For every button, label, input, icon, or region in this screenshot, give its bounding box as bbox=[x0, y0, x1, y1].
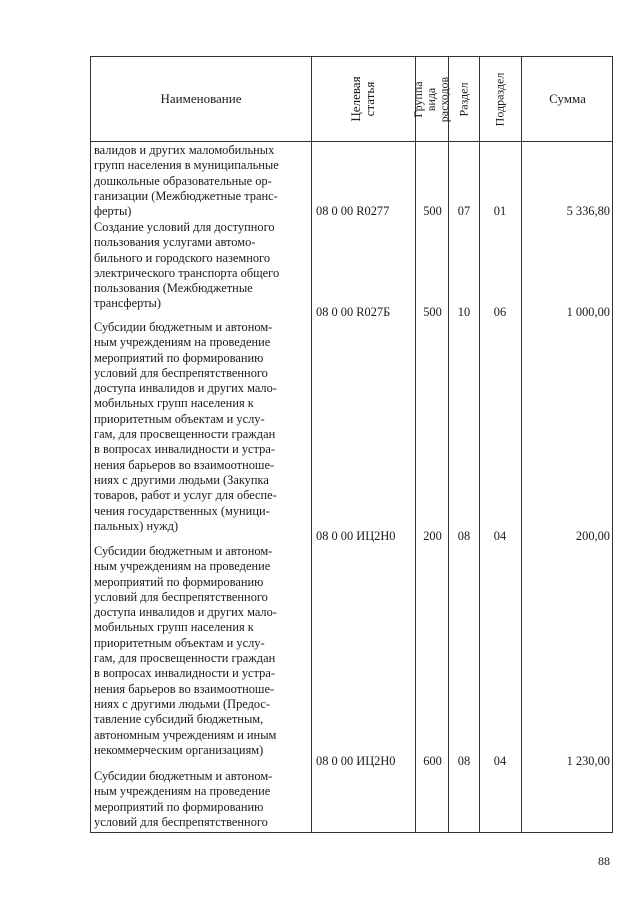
row-group: 500 bbox=[423, 305, 442, 319]
col-divider bbox=[415, 57, 416, 832]
row-sum: 1 000,00 bbox=[566, 305, 610, 319]
row-subsection: 01 bbox=[493, 204, 507, 218]
row-sum: 1 230,00 bbox=[566, 754, 610, 768]
row-subsection: 04 bbox=[493, 529, 507, 543]
row-target: 08 0 00 ИЦ2Н0 bbox=[316, 754, 396, 768]
row-group: 200 bbox=[423, 529, 442, 543]
row-target: 08 0 00 R027Б bbox=[316, 305, 391, 319]
header-section-label: Раздел bbox=[456, 82, 471, 116]
col-divider bbox=[311, 57, 312, 832]
row-name: валидов и других маломобильных групп населения в муниципальные дошкольные образовательные ор- ганизации (Межбюджетные транс- ферты) bbox=[94, 143, 279, 219]
header-name-label: Наименование bbox=[160, 91, 242, 106]
row-subsection: 06 bbox=[493, 305, 507, 319]
budget-table bbox=[90, 56, 613, 833]
row-subsection: 04 bbox=[493, 754, 507, 768]
header-target bbox=[311, 57, 415, 141]
row-name: Субсидии бюджетным и автоном- ным учреждениям на проведение мероприятий по формированию условий для беспрепятственного доступа инвалидов и других мало- мобильных групп населения к приоритетным объектам и услу- гам, для просвещенности граждан в вопросах инвалидности и устра- нения барьеров во взаимоотноше- ниях с другими людьми (Закупка товаров, работ и услуг для обеспе- чения государственных (муници- пальных) нужд) bbox=[94, 320, 277, 533]
row-sum: 5 336,80 bbox=[566, 204, 610, 218]
row-name: Субсидии бюджетным и автоном- ным учреждениям на проведение мероприятий по формированию условий для беспрепятственного доступа инвалидов и других мало- мобильных групп населения к приоритетным объектам и услу- гам, для просвещенности граждан в вопросах инвалидности и устра- нения барьеров во взаимоотноше- ниях с другими людьми (Предос- тавление субсидий бюджетным, автономным учреждениям и иным некоммерческим организациям) bbox=[94, 544, 277, 757]
header-sum-label: Сумма bbox=[549, 91, 586, 106]
row-name: Создание условий для доступного пользования услугами автомо- бильного и городского наземного электрического транспорта общего пользования (Межбюджетные трансферты) bbox=[94, 220, 280, 311]
row-group: 500 bbox=[423, 204, 442, 218]
row-section: 07 bbox=[457, 204, 471, 218]
header-subsection bbox=[479, 57, 521, 141]
col-divider bbox=[521, 57, 522, 832]
row-section: 08 bbox=[457, 754, 471, 768]
header-group bbox=[411, 57, 451, 141]
header-subsection-label: Подраздел bbox=[492, 72, 507, 126]
row-target: 08 0 00 R0277 bbox=[316, 204, 390, 218]
row-name: Субсидии бюджетным и автоном- ным учреждениям на проведение мероприятий по формированию условий для беспрепятственного bbox=[94, 769, 273, 829]
header-group-label: Группа вида расходов bbox=[411, 76, 451, 122]
row-group: 600 bbox=[423, 754, 442, 768]
row-section: 08 bbox=[457, 529, 471, 543]
header-divider bbox=[91, 141, 612, 142]
col-divider bbox=[479, 57, 480, 832]
page-number: 88 bbox=[598, 854, 610, 868]
header-section bbox=[448, 57, 479, 141]
header-sum bbox=[521, 57, 614, 141]
header-target-label: Целевая статья bbox=[348, 76, 377, 122]
row-section: 10 bbox=[457, 305, 471, 319]
header-name bbox=[91, 57, 311, 141]
row-sum: 200,00 bbox=[575, 529, 610, 543]
col-divider bbox=[448, 57, 449, 832]
row-target: 08 0 00 ИЦ2Н0 bbox=[316, 529, 396, 543]
